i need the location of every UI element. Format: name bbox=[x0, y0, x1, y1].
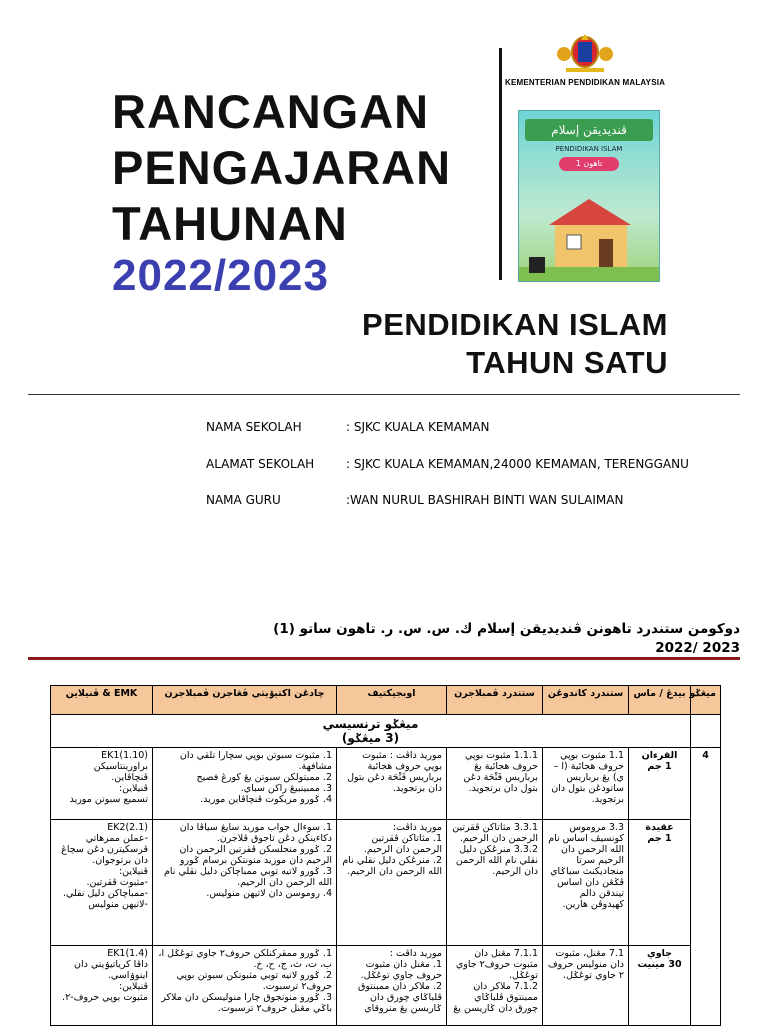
table-header-row bbox=[51, 686, 721, 715]
table-row bbox=[51, 748, 721, 820]
title-line-2: PENGAJARAN bbox=[112, 141, 452, 194]
col-header-objective: اوبجيکتيف bbox=[337, 686, 447, 715]
activities-cell: 1. ݢورو ممقرکنلکن حروف٢ جاوي توڠݢل ا، ب، ت، ث، ج، ح، خ. 2. ݢورو لاتيه توبي مثبوتکن سبوتن بوڽي حروف٢ ترسبوت. 3. ݢورو منونجوق چارا منوليسکن دان ملاکر باݢي مڠنل حروف٢ ترسبوت. bbox=[153, 946, 337, 1026]
info-value: : SJKC KUALA KEMAMAN bbox=[346, 420, 490, 434]
subject-title bbox=[362, 306, 668, 382]
book-number: تاهون 1 bbox=[559, 157, 619, 171]
area-cell: عقيدة 1 جم bbox=[629, 820, 691, 946]
learning-standard-cell: 7.1.1 مڠنل دان مثبوت حروف٢ جاوي توڠݢل. 7.1.2 ملاکر دان ممبنتوق ڤلباݢاي چورق دان ݢاريسن يڠ bbox=[447, 946, 543, 1026]
info-label: NAMA GURU bbox=[206, 493, 281, 507]
col-header-emk: EMK & ڤنيلاين bbox=[51, 686, 153, 715]
table-row bbox=[51, 820, 721, 946]
emk-cell: EK2(2.1) -عملن ممرهاتي ڤرسکيترن دڠن سچاڠ دان برتوجوان. ڤنيلاين: -مثبوت ڤقرتين. -ممباچاکن دليل نقلي. -لاتيهن منوليس bbox=[51, 820, 153, 946]
subject-line-1: PENDIDIKAN ISLAM bbox=[362, 307, 668, 342]
book-title: ڤنديديقن إسلام bbox=[525, 119, 653, 141]
area-cell: القرءان 1 جم bbox=[629, 748, 691, 820]
info-label: ALAMAT SEKOLAH bbox=[206, 457, 315, 471]
objective-cell: موريد داڤت: 1. مثاتاکن ڤقرتين الرحمن دان الرحيم. 2. منرڠکن دليل نقلي نام الله الرحمن دان الرحيم. bbox=[337, 820, 447, 946]
topic-cell bbox=[51, 715, 691, 748]
objective-cell: موريد داڤت : مثبوت بوڽي حروف هجائية برباريس فَتْحَة دڠن بتول دان برتجويد. bbox=[337, 748, 447, 820]
table-row-topic bbox=[51, 715, 721, 748]
col-header-learning-standard: ستندرد ڤمبلاجرن bbox=[447, 686, 543, 715]
emk-cell: EK1(1.4) داڤا کرياتيۏيتي دان اينوۏاسي. ڤنيلاين: مثبوت بوڽي حروف-٢. bbox=[51, 946, 153, 1026]
info-value: : SJKC KUALA KEMAMAN,24000 KEMAMAN, TERENGGANU bbox=[346, 457, 689, 471]
document-year: 2022/ 2023 bbox=[655, 640, 740, 656]
plan-table bbox=[50, 685, 721, 1026]
malaysia-crest-icon bbox=[556, 30, 614, 74]
area-cell: جاوي 30 مينيت bbox=[629, 946, 691, 1026]
objective-cell: موريد داڤت : 1. مڠنل دان مثبوت حروف جاوي توڠݢل. 2. ملاکر دان ممبنتوق ڤلباݢاي چورق دان ݢاريسن يڠ منروقاي bbox=[337, 946, 447, 1026]
topic-line-2: (3 ميڠݢو) bbox=[341, 731, 400, 745]
col-header-content-standard: ستندرد کاندوڠن bbox=[543, 686, 629, 715]
document-title: دوكومن ستندرد تاهونن ڤنديديقن إسلام ك. س. س. ر. تاهون ساتو (1) bbox=[273, 621, 740, 637]
activities-cell: 1. سوءال جواب موريد سايڠ سياڤا دان دکاءينکن دڠن تاجوق ڤلاجرن. 2. ݢورو منجلسکن ڤقرتين الرحمن دان الرحيم دان موريد منونتکن برسام ݢورو 3. ݢورو لاتيه توبي ممباچاکن دليل نقلي نام الله الرحمن دان الرحيم. 4. روموسن دان لاتيهن منوليس. bbox=[153, 820, 337, 946]
textbook-cover bbox=[518, 110, 660, 282]
learning-standard-cell: 3.3.1 مثاتاکن ڤقرتين الرحمن دان الرحيم. 3.3.2 منرڠکن دليل نقلي نام الله الرحمن دان الرحيم. bbox=[447, 820, 543, 946]
subject-line-2: TAHUN SATU bbox=[466, 345, 668, 380]
ministry-label: KEMENTERIAN PENDIDIKAN MALAYSIA bbox=[505, 78, 666, 87]
emk-cell: EK1(1.10) براورينتاسيکن ڤنچاڤاين. ڤنيلاين: تسميع سبوتن موريد bbox=[51, 748, 153, 820]
content-standard-cell: 3.3 مروموس کونسيڤ اساس نام الله الرحمن دان الرحيم سرتا منجاديکنث سباݢاي ڤݢڠن دان اساس تيندقن دالم کهيدوڤن هارين. bbox=[543, 820, 629, 946]
table-row bbox=[51, 946, 721, 1026]
book-subtitle: PENDIDIKAN ISLAM bbox=[555, 145, 623, 153]
content-standard-cell: 1.1 مثبوت بوڽي حروف هجائية (ا – ي) يڠ برباريس ساتودڠن بتول دان برتجويد. bbox=[543, 748, 629, 820]
col-header-week: ميڠݢو bbox=[691, 686, 721, 715]
red-divider bbox=[28, 657, 740, 660]
content-standard-cell: 7.1 مڠنل، مثبوت دان منوليس حروف ٢ جاوي توڠݢل. bbox=[543, 946, 629, 1026]
activities-cell: 1. مثبوت سبوتن بوڽي سچارا تلقي دان مشافهة. 2. ممبتولکن سبوتن يڠ کورڠ فصيح 3. ممبينبيڠ راکن سباي. 4. ݢورو مريکوت ڤنچاڤاين موريد. bbox=[153, 748, 337, 820]
topic-line-1: ميڠݢو ترنسيسي bbox=[322, 717, 419, 731]
title-line-1: RANCANGAN bbox=[112, 85, 430, 138]
cover-divider bbox=[499, 48, 502, 280]
cover-title bbox=[112, 84, 451, 302]
title-line-3: TAHUNAN bbox=[112, 197, 348, 250]
col-header-area: بيدڠ / ماس bbox=[629, 686, 691, 715]
house-illustration-icon bbox=[519, 173, 659, 281]
title-year: 2022/2023 bbox=[112, 251, 329, 300]
learning-standard-cell: 1.1.1 مثبوت بوڽي حروف هجائية يڠ برباريس فَتْحَة دڠن بتول دان برتجويد. bbox=[447, 748, 543, 820]
col-header-activities: چادڠن اکتيۏيتي ڤڠاجرن ڤمبلاجرن bbox=[153, 686, 337, 715]
info-value: :WAN NURUL BASHIRAH BINTI WAN SULAIMAN bbox=[346, 493, 624, 507]
info-label: NAMA SEKOLAH bbox=[206, 420, 302, 434]
week-number: 4 bbox=[691, 748, 721, 1026]
separator-line bbox=[28, 394, 740, 395]
